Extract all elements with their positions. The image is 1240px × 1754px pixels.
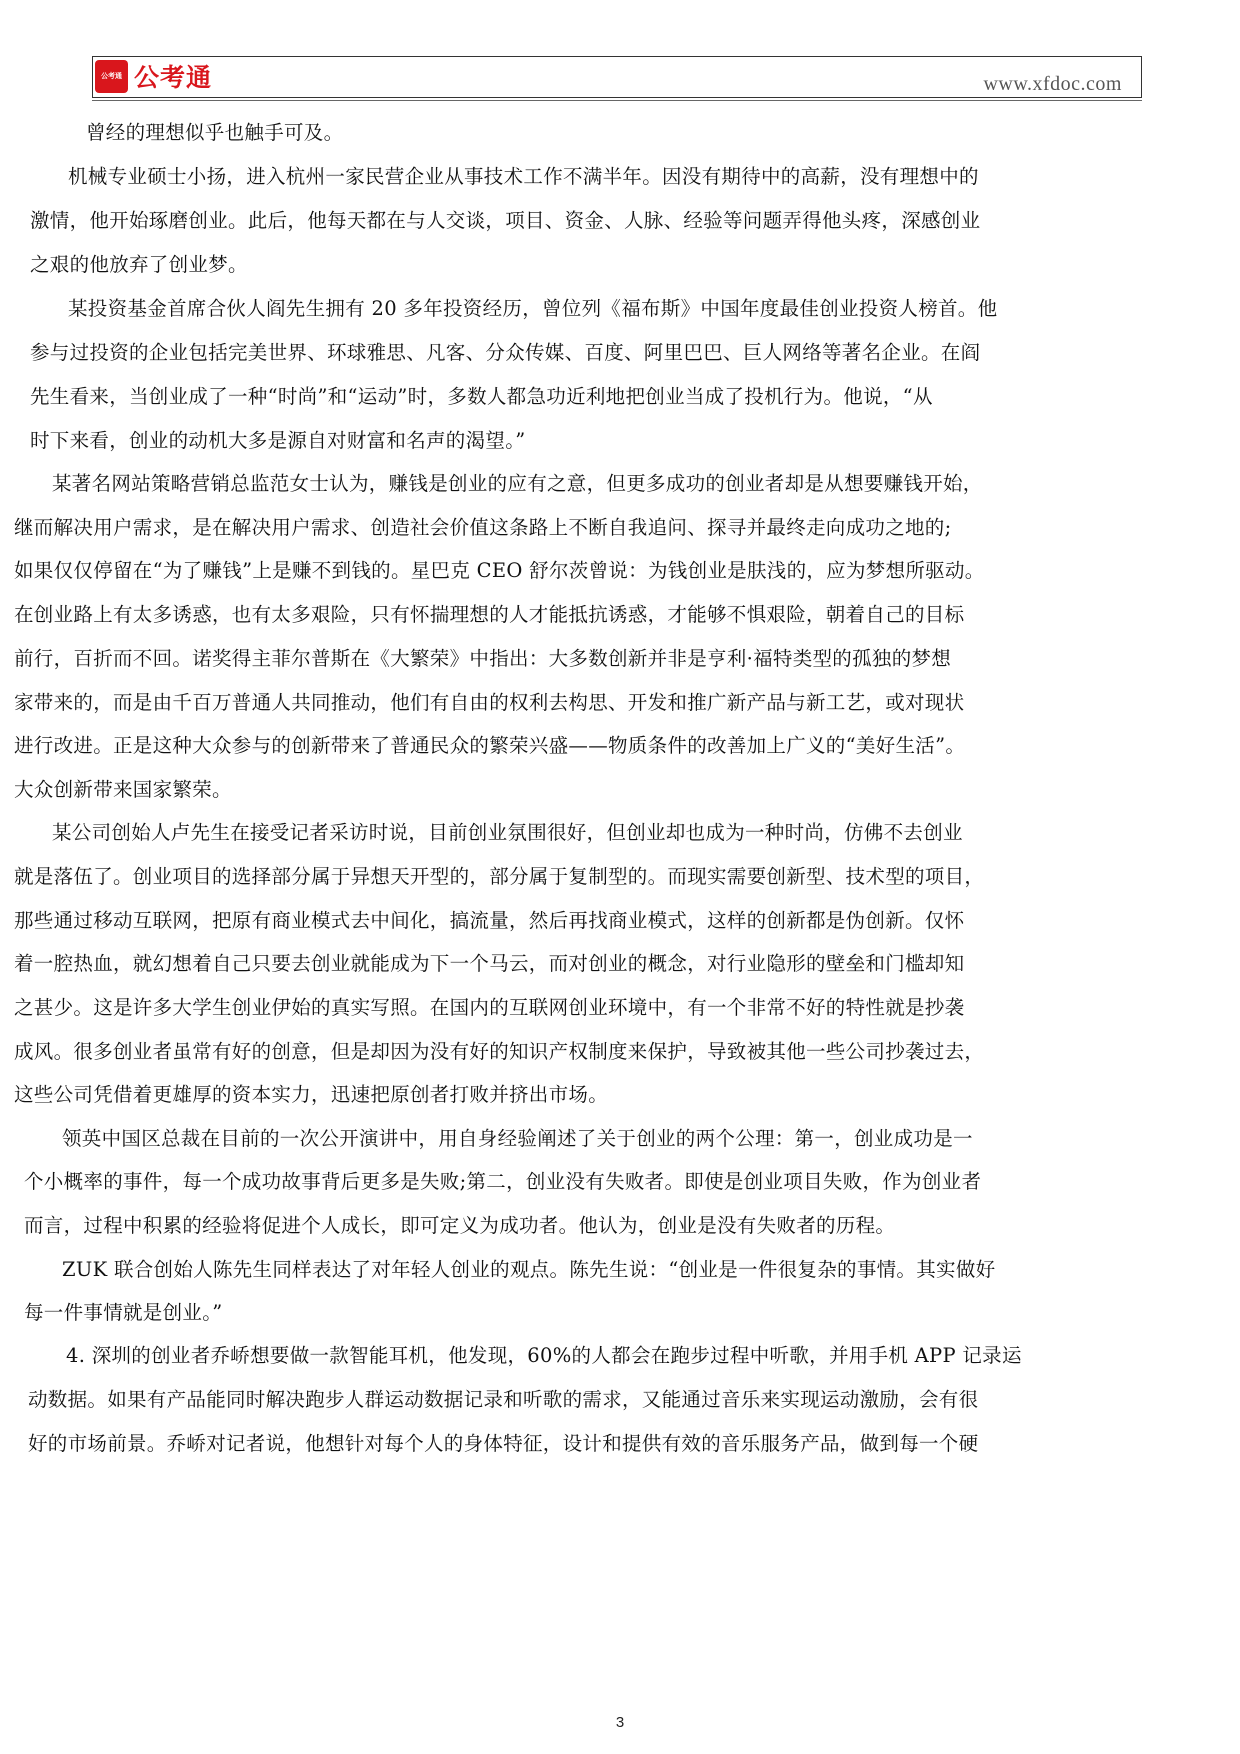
body-line: 好的市场前景。乔峤对记者说，他想针对每个人的身体特征，设计和提供有效的音乐服务产品，做到每一个硬 — [28, 1432, 979, 1455]
body-line: 那些通过移动互联网，把原有商业模式去中间化，搞流量，然后再找商业模式，这样的创新都是伪创新。仅怀 — [14, 909, 965, 932]
body-line: 继而解决用户需求，是在解决用户需求、创造社会价值这条路上不断自我追问、探寻并最终走向成功之地的; — [14, 516, 952, 539]
body-line: 参与过投资的企业包括完美世界、环球雅思、凡客、分众传媒、百度、阿里巴巴、巨人网络等著名企业。在阎 — [30, 341, 981, 364]
page-number: 3 — [615, 1714, 625, 1731]
body-line: 激情，他开始琢磨创业。此后，他每天都在与人交谈，项目、资金、人脉、经验等问题弄得他头疼，深感创业 — [30, 209, 981, 232]
body-line: 家带来的，而是由千百万普通人共同推动，他们有自由的权利去构思、开发和推广新产品与新工艺，或对现状 — [14, 691, 965, 714]
body-line: 4. 深圳的创业者乔峤想要做一款智能耳机，他发现，60%的人都会在跑步过程中听歌，并用手机 APP 记录运 — [66, 1344, 1022, 1367]
logo — [95, 59, 212, 93]
body-line: 曾经的理想似乎也触手可及。 — [86, 121, 344, 144]
logo-badge-icon: 公考通 — [95, 60, 128, 93]
body-line: 之甚少。这是许多大学生创业伊始的真实写照。在国内的互联网创业环境中，有一个非常不好的特性就是抄袭 — [14, 996, 965, 1019]
body-line: 之艰的他放弃了创业梦。 — [30, 253, 248, 276]
body-line: ZUK 联合创始人陈先生同样表达了对年轻人创业的观点。陈先生说：“创业是一件很复杂的事情。其实做好 — [62, 1258, 996, 1281]
body-line: 而言，过程中积累的经验将促进个人成长，即可定义为成功者。他认为，创业是没有失败者的历程。 — [24, 1214, 896, 1237]
body-line: 某投资基金首席合伙人阎先生拥有 20 多年投资经历，曾位列《福布斯》中国年度最佳创业投资人榜首。他 — [68, 297, 998, 320]
body-line: 先生看来，当创业成了一种“时尚”和“运动”时，多数人都急功近利地把创业当成了投机行为。他说，“从 — [30, 385, 933, 408]
body-line: 成风。很多创业者虽常有好的创意，但是却因为没有好的知识产权制度来保护，导致被其他一些公司抄袭过去， — [14, 1040, 985, 1063]
body-line: 就是落伍了。创业项目的选择部分属于异想天开型的，部分属于复制型的。而现实需要创新型、技术型的项目， — [14, 865, 985, 888]
site-url: www.xfdoc.com — [983, 73, 1122, 95]
body-line: 如果仅仅停留在“为了赚钱”上是赚不到钱的。星巴克 CEO 舒尔茨曾说：为钱创业是肤浅的，应为梦想所驱动。 — [14, 559, 985, 582]
body-line: 这些公司凭借着更雄厚的资本实力，迅速把原创者打败并挤出市场。 — [14, 1083, 609, 1106]
body-line: 个小概率的事件，每一个成功故事背后更多是失败;第二，创业没有失败者。即使是创业项目失败，作为创业者 — [24, 1170, 982, 1193]
body-line: 某著名网站策略营销总监范女士认为，赚钱是创业的应有之意，但更多成功的创业者却是从想要赚钱开始， — [52, 472, 983, 495]
body-line: 每一件事情就是创业。” — [24, 1301, 223, 1324]
body-line: 某公司创始人卢先生在接受记者采访时说，目前创业氛围很好，但创业却也成为一种时尚，仿佛不去创业 — [52, 821, 963, 844]
header-underline — [92, 100, 1142, 101]
body-line: 着一腔热血，就幻想着自己只要去创业就能成为下一个马云，而对创业的概念，对行业隐形的壁垒和门槛却知 — [14, 952, 965, 975]
logo-text: 公考通 — [134, 63, 213, 92]
body-line: 领英中国区总裁在目前的一次公开演讲中，用自身经验阐述了关于创业的两个公理：第一，创业成功是一 — [62, 1127, 973, 1150]
body-line: 时下来看，创业的动机大多是源自对财富和名声的渴望。” — [30, 429, 526, 452]
body-line: 动数据。如果有产品能同时解决跑步人群运动数据记录和听歌的需求，又能通过音乐来实现运动激励，会有很 — [28, 1388, 979, 1411]
body-line: 前行，百折而不回。诺奖得主菲尔普斯在《大繁荣》中指出：大多数创新并非是亨利·福特类型的孤独的梦想 — [14, 647, 952, 670]
body-line: 在创业路上有太多诱惑，也有太多艰险，只有怀揣理想的人才能抵抗诱惑，才能够不惧艰险，朝着自己的目标 — [14, 603, 965, 626]
body-line: 机械专业硕士小扬，进入杭州一家民营企业从事技术工作不满半年。因没有期待中的高薪，没有理想中的 — [68, 165, 979, 188]
body-line: 进行改进。正是这种大众参与的创新带来了普通民众的繁荣兴盛——物质条件的改善加上广义的“美好生活”。 — [14, 734, 966, 757]
body-line: 大众创新带来国家繁荣。 — [14, 778, 232, 801]
